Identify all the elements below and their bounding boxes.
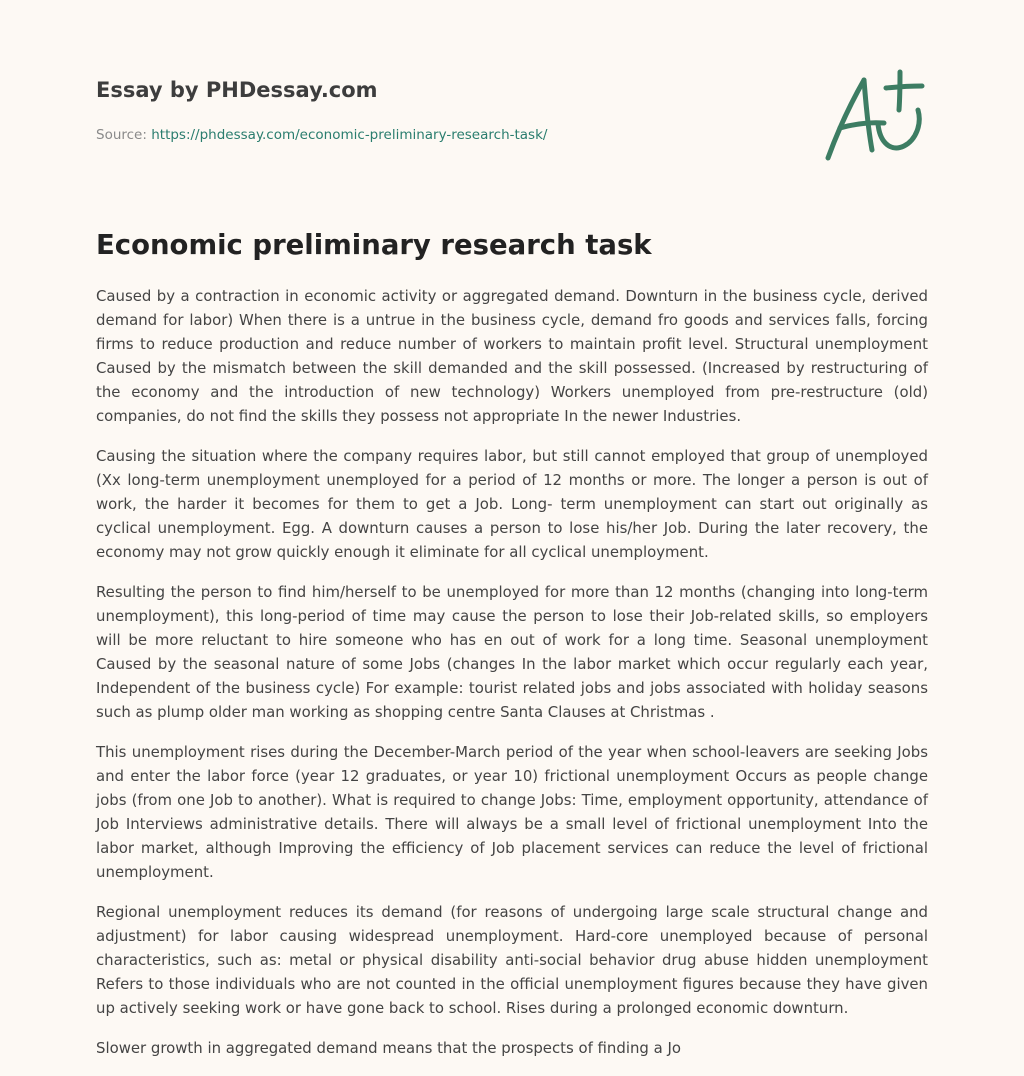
site-title: Essay by PHDessay.com [96,78,378,102]
paragraph: Slower growth in aggregated demand means that the prospects of finding a Jo [96,1039,681,1057]
a-plus-logo [818,66,928,166]
paragraph: Regional unemployment reduces its demand (for reasons of undergoing large scale structural change and adjustment) for labor causing widespread unemployment. Hard-core unemployed because of personal characteristics, such as: metal or physical disability anti-social behavior drug abuse hidden unemployment Refers to those individuals who are not counted in the official unemployment figures because they have given up actively seeking work or have gone back to school. Rises during a prolonged economic downturn. [96,903,928,1017]
paragraph: Causing the situation where the company requires labor, but still cannot employed that group of unemployed (Xx long-term unemployment unemployed for a period of 12 months or more. The longer a person is out of work, the harder it becomes for them to get a Job. Long- term unemployment can start out originally as cyclical unemployment. Egg. A downturn causes a person to lose his/her Job. During the later recovery, the economy may not grow quickly enough it eliminate for all cyclical unemployment. [96,447,928,561]
article-title: Economic preliminary research task [96,229,652,261]
source-label: Source: [96,127,147,143]
source-line [96,126,696,144]
article-body [96,284,928,1076]
source-link[interactable]: https://phdessay.com/economic-preliminary-research-task/ [151,127,548,143]
paragraph: This unemployment rises during the December-March period of the year when school-leavers are seeking Jobs and enter the labor force (year 12 graduates, or year 10) frictional unemployment Occurs as people change jobs (from one Job to another). What is required to change Jobs: Time, employment opportunity, attendance of Job Interviews administrative details. There will always be a small level of frictional unemployment Into the labor market, although Improving the efficiency of Job placement services can reduce the level of frictional unemployment. [96,743,928,881]
paragraph: Caused by a contraction in economic activity or aggregated demand. Downturn in the business cycle, derived demand for labor) When there is a untrue in the business cycle, demand fro goods and services falls, forcing firms to reduce production and reduce number of workers to maintain profit level. Structural unemployment Caused by the mismatch between the skill demanded and the skill possessed. (Increased by restructuring of the economy and the introduction of new technology) Workers unemployed from pre-restructure (old) companies, do not find the skills they possess not appropriate In the newer Industries. [96,287,928,425]
paragraph: Resulting the person to find him/herself to be unemployed for more than 12 months (changing into long-term unemployment), this long-period of time may cause the person to lose their Job-related skills, so employers will be more reluctant to hire someone who has en out of work for a long time. Seasonal unemployment Caused by the seasonal nature of some Jobs (changes In the labor market which occur regularly each year, Independent of the business cycle) For example: tourist related jobs and jobs associated with holiday seasons such as plump older man working as shopping centre Santa Clauses at Christmas . [96,583,928,721]
page-header [96,76,696,144]
